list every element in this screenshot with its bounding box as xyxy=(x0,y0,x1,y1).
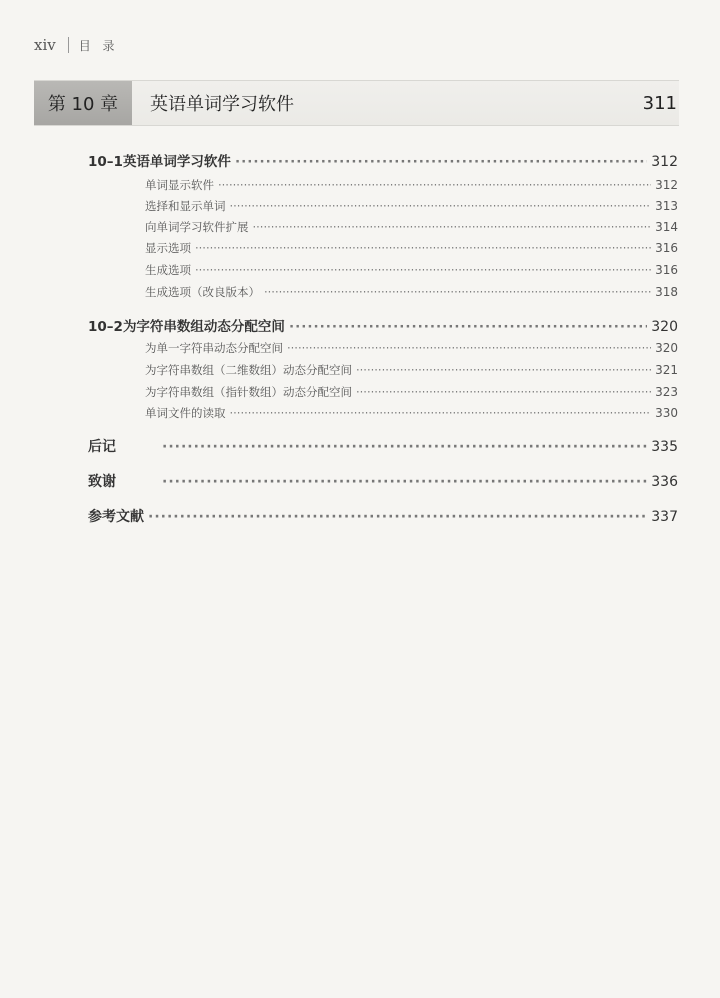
chapter-page: 311 xyxy=(642,92,677,114)
toc-item[interactable] xyxy=(145,284,678,300)
item-page: 330 xyxy=(655,406,678,420)
item-page: 320 xyxy=(655,341,678,355)
item-page: 312 xyxy=(655,178,678,192)
leader-dots xyxy=(287,341,651,355)
item-title: 向单词学习软件扩展 xyxy=(145,220,249,234)
toc-item[interactable] xyxy=(145,219,678,235)
toc-item[interactable] xyxy=(145,340,678,356)
item-page: 314 xyxy=(655,220,678,234)
section-number: 10–2 xyxy=(88,319,123,335)
toc-backmatter-afterword[interactable] xyxy=(88,436,678,456)
leader-dots xyxy=(195,263,651,277)
section-title: 为字符串数组动态分配空间 xyxy=(122,319,285,335)
chapter-title: 英语单词学习软件 xyxy=(150,94,294,115)
toc-backmatter-references[interactable] xyxy=(88,506,678,526)
leader-dots xyxy=(162,439,647,455)
backmatter-title: 参考文献 xyxy=(88,509,144,525)
item-page: 313 xyxy=(655,199,678,213)
section-title: 英语单词学习软件 xyxy=(122,154,231,170)
item-title: 单词显示软件 xyxy=(145,178,214,192)
running-header xyxy=(34,36,119,54)
section-page: 320 xyxy=(651,319,678,335)
leader-dots xyxy=(148,509,647,525)
item-page: 316 xyxy=(655,241,678,255)
page-number: xiv xyxy=(34,36,56,54)
item-title: 单词文件的读取 xyxy=(145,406,226,420)
leader-dots xyxy=(162,474,647,490)
item-title: 生成选项（改良版本） xyxy=(145,285,260,299)
leader-dots xyxy=(235,154,647,170)
leader-dots xyxy=(195,241,651,255)
backmatter-page: 336 xyxy=(651,474,678,490)
item-page: 323 xyxy=(655,385,678,399)
toc-item[interactable] xyxy=(145,240,678,256)
item-title: 为单一字符串动态分配空间 xyxy=(145,341,283,355)
section-number: 10–1 xyxy=(88,154,123,170)
item-title: 为字符串数组（二维数组）动态分配空间 xyxy=(145,363,352,377)
section-page: 312 xyxy=(651,154,678,170)
toc-section-10-1[interactable] xyxy=(88,150,678,170)
header-title: 目 录 xyxy=(78,38,119,53)
chapter-label: 第 10 章 xyxy=(34,81,132,125)
toc-item[interactable] xyxy=(145,384,678,400)
toc-item[interactable] xyxy=(145,198,678,214)
item-title: 为字符串数组（指针数组）动态分配空间 xyxy=(145,385,352,399)
backmatter-title: 后记 xyxy=(88,439,116,455)
toc-item[interactable] xyxy=(145,405,678,421)
leader-dots xyxy=(356,363,651,377)
item-page: 321 xyxy=(655,363,678,377)
item-title: 显示选项 xyxy=(145,241,191,255)
item-title: 选择和显示单词 xyxy=(145,199,226,213)
item-page: 318 xyxy=(655,285,678,299)
leader-dots xyxy=(289,319,647,335)
backmatter-page: 335 xyxy=(651,439,678,455)
toc-backmatter-acknowledgements[interactable] xyxy=(88,471,678,491)
leader-dots xyxy=(230,406,652,420)
chapter-heading[interactable] xyxy=(34,80,679,126)
toc-item[interactable] xyxy=(145,362,678,378)
leader-dots xyxy=(264,285,651,299)
toc-item[interactable] xyxy=(145,177,678,193)
toc-item[interactable] xyxy=(145,262,678,278)
toc-section-10-2[interactable] xyxy=(88,315,678,335)
leader-dots xyxy=(230,199,652,213)
backmatter-page: 337 xyxy=(651,509,678,525)
item-title: 生成选项 xyxy=(145,263,191,277)
leader-dots xyxy=(253,220,652,234)
backmatter-title: 致谢 xyxy=(88,474,116,490)
header-divider xyxy=(68,37,69,53)
leader-dots xyxy=(218,178,651,192)
leader-dots xyxy=(356,385,651,399)
item-page: 316 xyxy=(655,263,678,277)
